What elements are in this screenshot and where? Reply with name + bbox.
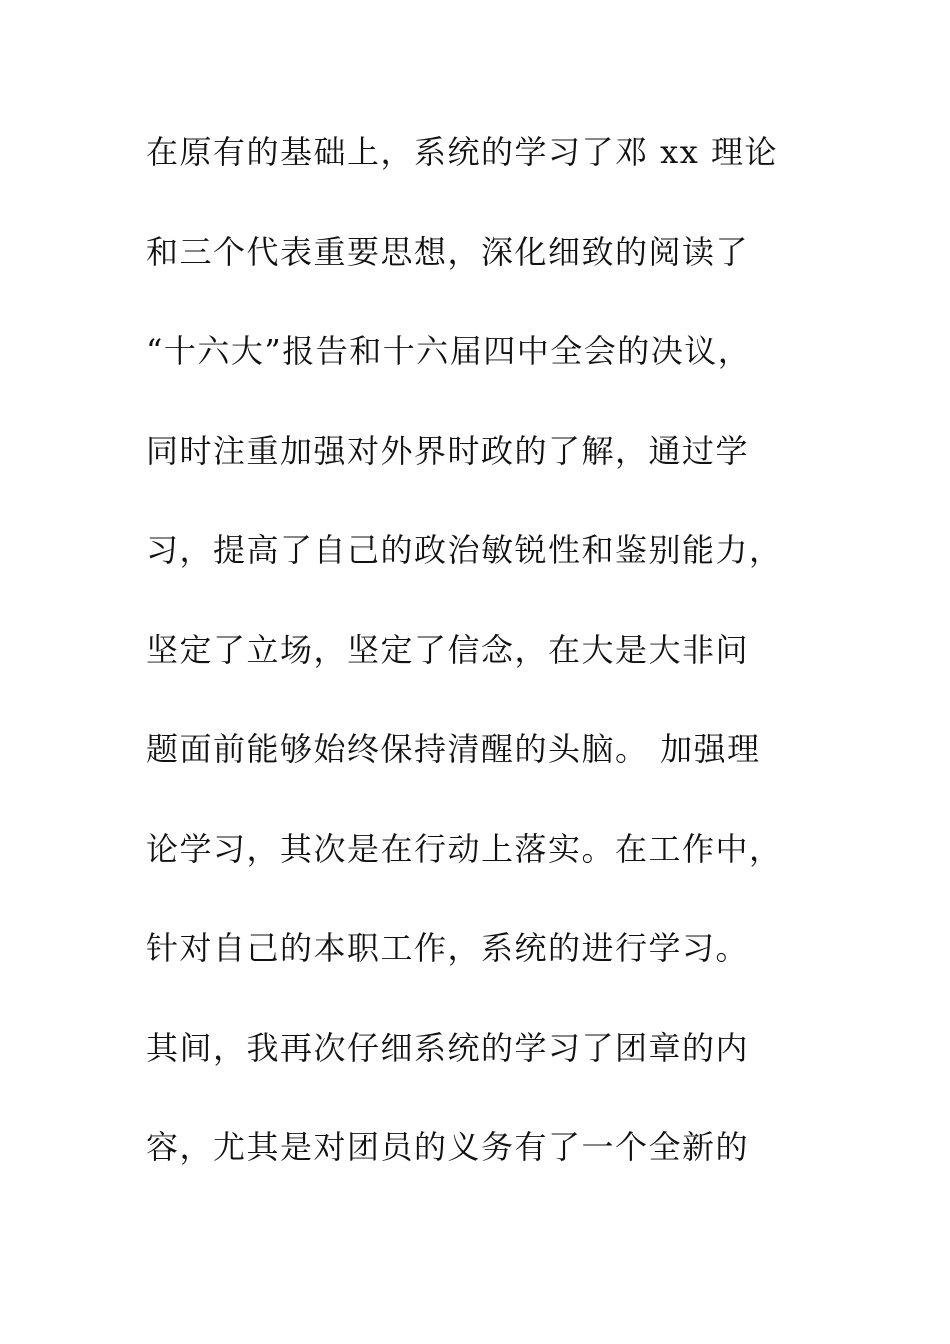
body-paragraph bbox=[146, 122, 806, 1217]
text-line: 坚定了立场，坚定了信念，在大是大非问 bbox=[146, 630, 750, 669]
text-line: 习，提高了自己的政治敏锐性和鉴别能力， bbox=[146, 531, 783, 569]
text-line: 题面前能够始终保持清醒的头脑。 加强理 bbox=[146, 730, 761, 768]
text-line: 和三个代表重要思想，深化细致的阅读了 bbox=[146, 232, 750, 271]
text-line: 同时注重加强对外界时政的了解，通过学 bbox=[146, 431, 750, 470]
text-line: 其间，我再次仔细系统的学习了团章的内 bbox=[146, 1028, 750, 1067]
text-line: 论学习，其次是在行动上落实。在工作中， bbox=[146, 829, 783, 868]
text-line: 容，尤其是对团员的义务有了一个全新的 bbox=[146, 1128, 750, 1166]
text-line: 在原有的基础上，系统的学习了邓 xx 理论 bbox=[146, 133, 778, 171]
text-line: “十六大”报告和十六届四中全会的决议， bbox=[146, 332, 752, 370]
text-line: 针对自己的本职工作，系统的进行学习。 bbox=[146, 929, 750, 967]
